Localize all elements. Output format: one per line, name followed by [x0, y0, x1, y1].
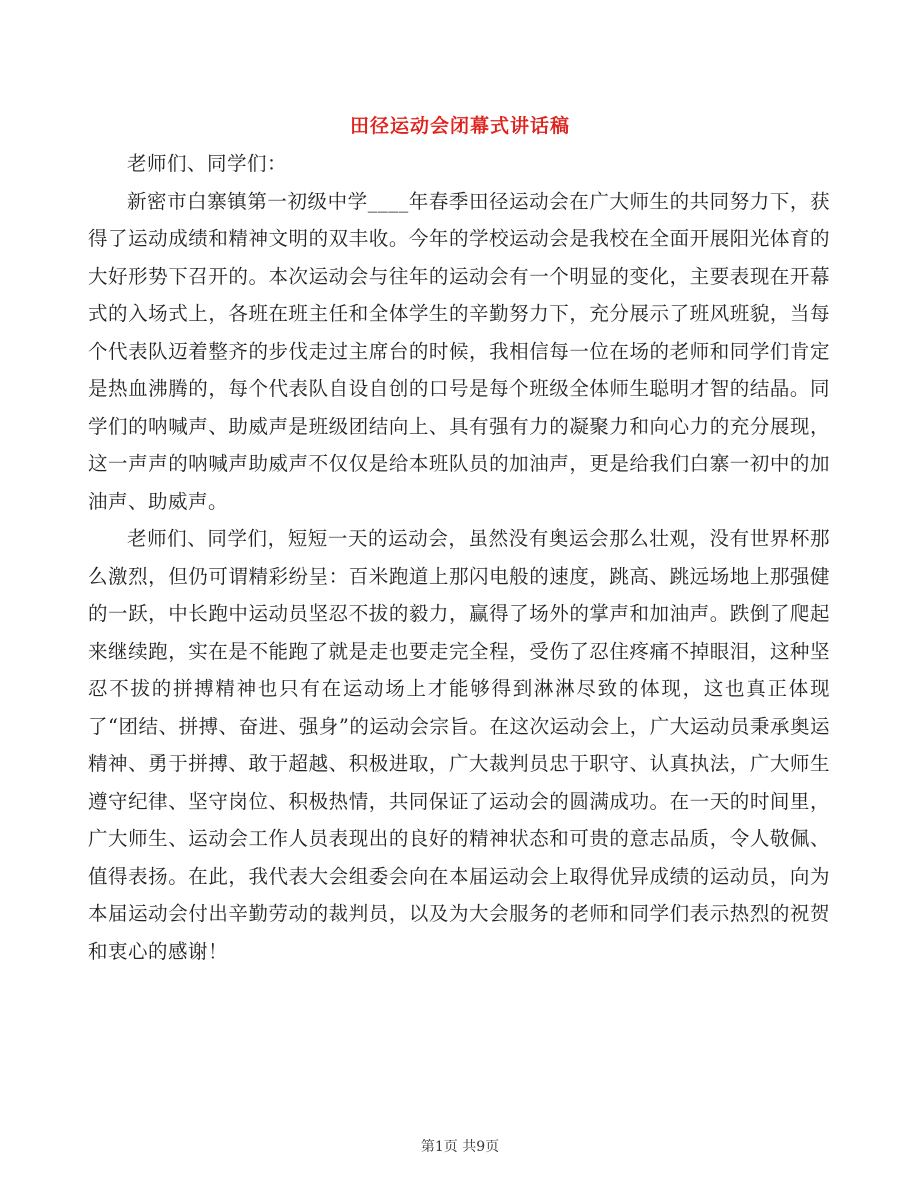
paragraph-2: 老师们、同学们，短短一天的运动会，虽然没有奥运会那么壮观，没有世界杯那么激烈，但仍可谓精彩纷呈：百米跑道上那闪电般的速度，跳高、跳远场地上那强健的一跃，中长跑中运动员坚忍不拔的毅力，赢得了场外的掌声和加油声。跌倒了爬起来继续跑，实在是不能跑了就是走也要走完全程，受伤了忍住疼痛不掉眼泪，这种坚忍不拔的拼搏精神也只有在运动场上才能够得到淋淋尽致的体现，这也真正体现了“团结、拼搏、奋进、强身”的运动会宗旨。在这次运动会上，广大运动员秉承奥运精神、勇于拼搏、敢于超越、积极进取，广大裁判员忠于职守、认真执法，广大师生遵守纪律、坚守岗位、积极热情，共同保证了运动会的圆满成功。在一天的时间里，广大师生、运动会工作人员表现出的良好的精神状态和可贵的意志品质，令人敬佩、值得表扬。在此，我代表大会组委会向在本届运动会上取得优异成绩的运动员，向为本届运动会付出辛勤劳动的裁判员，以及为大会服务的老师和同学们表示热烈的祝贺和衷心的感谢！ — [88, 527, 830, 963]
document-body — [88, 145, 830, 970]
page-number: 第1页 共9页 — [420, 1139, 500, 1155]
paragraph-1: 新密市白寨镇第一初级中学____年春季田径运动会在广大师生的共同努力下，获得了运动成绩和精神文明的双丰收。今年的学校运动会是我校在全面开展阳光体育的大好形势下召开的。本次运动会与往年的运动会有一个明显的变化，主要表现在开幕式的入场式上，各班在班主任和全体学生的辛勤努力下，充分展示了班风班貌，当每个代表队迈着整齐的步伐走过主席台的时候，我相信每一位在场的老师和同学们肯定是热血沸腾的，每个代表队自设自创的口号是每个班级全体师生聪明才智的结晶。同学们的呐喊声、助威声是班级团结向上、具有强有力的凝聚力和向心力的充分展现，这一声声的呐喊声助威声不仅仅是给本班队员的加油声，更是给我们白寨一初中的加油声、助威声。 — [88, 189, 830, 513]
document-title: 田径运动会闭幕式讲话稿 — [349, 115, 570, 137]
salutation: 老师们、同学们： — [127, 152, 288, 175]
